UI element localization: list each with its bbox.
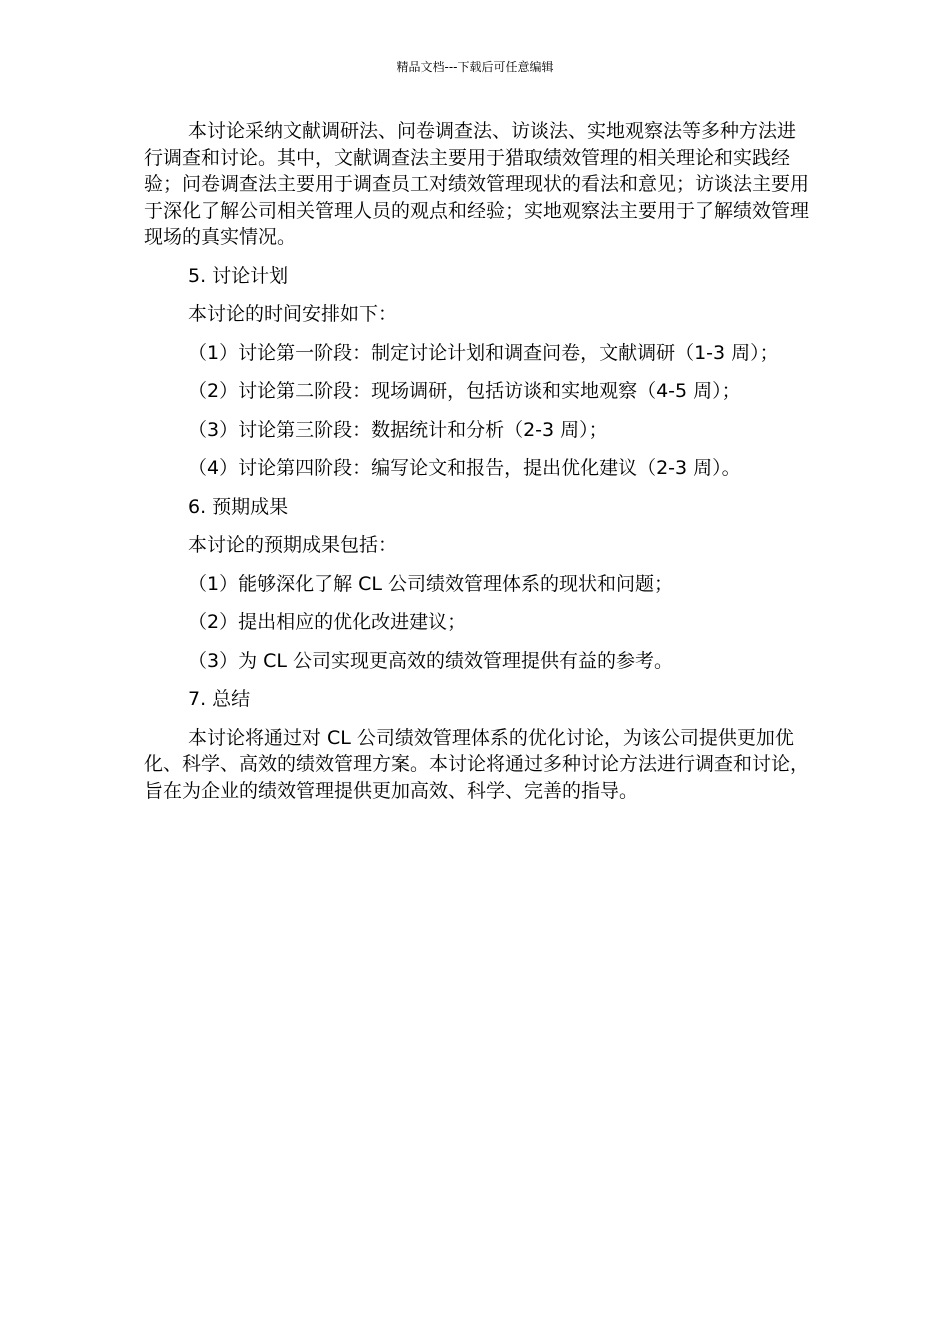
list-item-phase-1: （1）讨论第一阶段：制定讨论计划和调查问卷，文献调研（1-3 周）； [188,341,779,364]
heading-expected-results: 6. 预期成果 [188,495,289,518]
list-item-phase-2: （2）讨论第二阶段：现场调研，包括访谈和实地观察（4-5 周）； [188,380,741,402]
heading-summary: 7. 总结 [188,688,251,710]
paragraph-methods: 本讨论采纳文献调研法、问卷调查法、访谈法、实地观察法等多种方法进行调查和讨论。其中，文献调查法主要用于猎取绩效管理的相关理论和实践经验；问卷调查法主要用于调查员工对绩效管理现状的看法和意见；访谈法主要用于深化了解公司相关管理人员的观点和经验；实地观察法主要用于了解绩效管理现场的真实情况。 [144,120,810,248]
list-item-result-1: （1）能够深化了解 CL 公司绩效管理体系的现状和问题； [188,572,674,595]
list-item-result-2: （2）提出相应的优化改进建议； [188,611,467,633]
page-header: 精品文档---下载后可任意编辑 [396,60,554,74]
list-item-phase-4: （4）讨论第四阶段：编写论文和报告，提出优化建议（2-3 周）。 [188,457,741,479]
paragraph-schedule-intro: 本讨论的时间安排如下： [188,303,398,325]
document-body [144,118,814,804]
paragraph-summary: 本讨论将通过对 CL 公司绩效管理体系的优化讨论，为该公司提供更加优化、科学、高效的绩效管理方案。本讨论将通过多种讨论方法进行调查和讨论，旨在为企业的绩效管理提供更加高效、科学、完善的指导。 [144,726,810,802]
paragraph-results-intro: 本讨论的预期成果包括： [188,534,398,556]
list-item-phase-3: （3）讨论第三阶段：数据统计和分析（2-3 周）； [188,418,608,441]
heading-research-plan: 5. 讨论计划 [188,264,289,287]
list-item-result-3: （3）为 CL 公司实现更高效的绩效管理提供有益的参考。 [188,649,674,672]
